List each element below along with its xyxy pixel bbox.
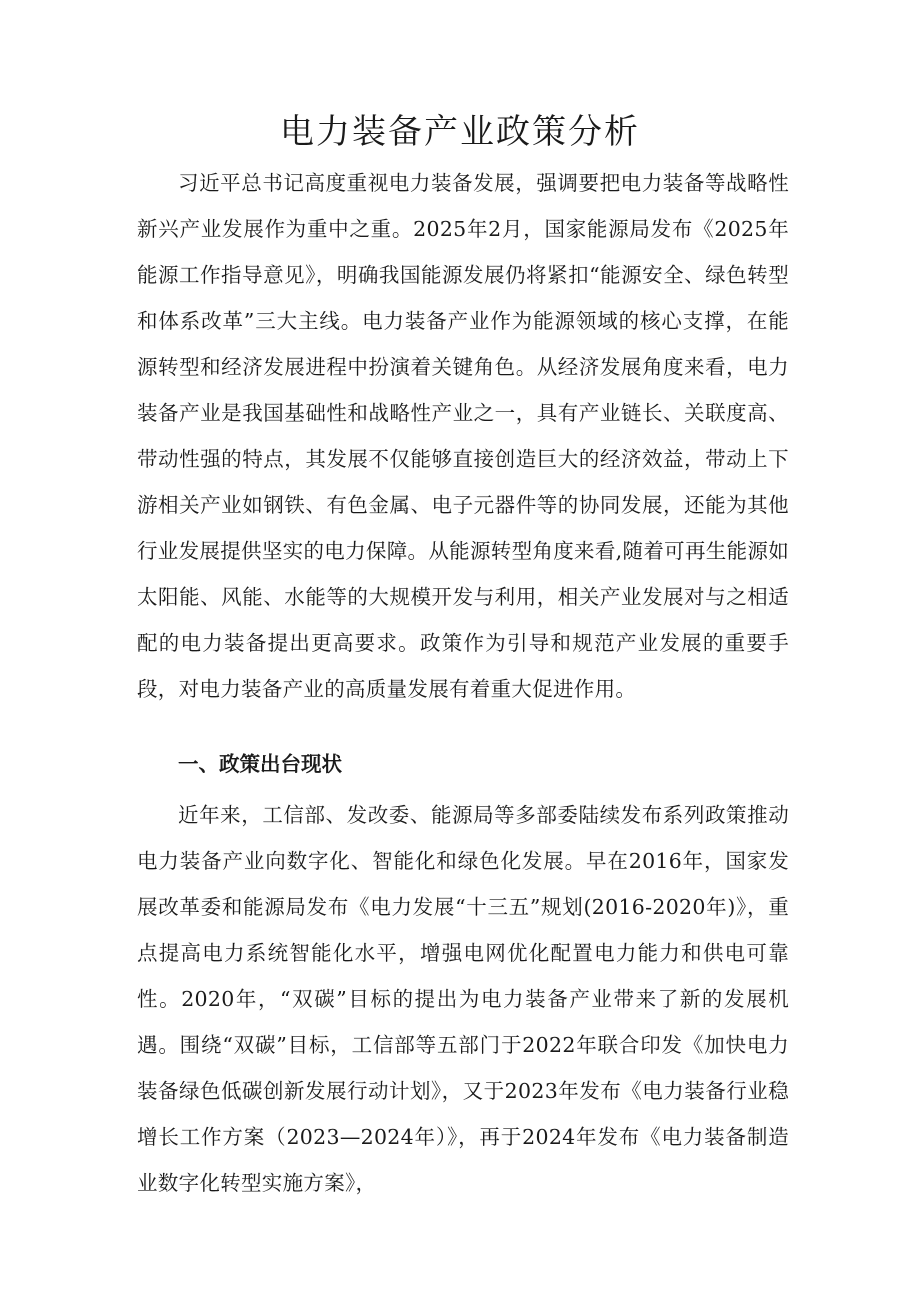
intro-paragraph: 习近平总书记高度重视电力装备发展，强调要把电力装备等战略性新兴产业发展作为重中之重。2025年2月，国家能源局发布《2025年能源工作指导意见》，明确我国能源发展仍将紧扣“能源安全、绿色转型和体系改革”三大主线。电力装备产业作为能源领域的核心支撑，在能源转型和经济发展进程中扮演着关键角色。从经济发展角度来看，电力装备产业是我国基础性和战略性产业之一，具有产业链长、关联度高、带动性强的特点，其发展不仅能够直接创造巨大的经济效益，带动上下游相关产业如钢铁、有色金属、电子元器件等的协同发展，还能为其他行业发展提供坚实的电力保障。从能源转型角度来看,随着可再生能源如太阳能、风能、水能等的大规模开发与利用，相关产业发展对与之相适配的电力装备提出更高要求。政策作为引导和规范产业发展的重要手段，对电力装备产业的高质量发展有着重大促进作用。 — [137, 171, 789, 701]
section-heading-policy-status: 一、政策出台现状 — [178, 752, 342, 776]
document-title: 电力装备产业政策分析 — [280, 112, 640, 152]
section-paragraph-policy-status: 近年来，工信部、发改委、能源局等多部委陆续发布系列政策推动电力装备产业向数字化、智能化和绿色化发展。早在2016年，国家发展改革委和能源局发布《电力发展“十三五”规划(2016-2020年)》，重点提高电力系统智能化水平，增强电网优化配置电力能力和供电可靠性。2020年，“双碳”目标的提出为电力装备产业带来了新的发展机遇。围绕“双碳”目标，工信部等五部门于2022年联合印发《加快电力装备绿色低碳创新发展行动计划》，又于2023年发布《电力装备行业稳增长工作方案（2023—2024年）》，再于2024年发布《电力装备制造业数字化转型实施方案》， — [137, 803, 789, 1195]
